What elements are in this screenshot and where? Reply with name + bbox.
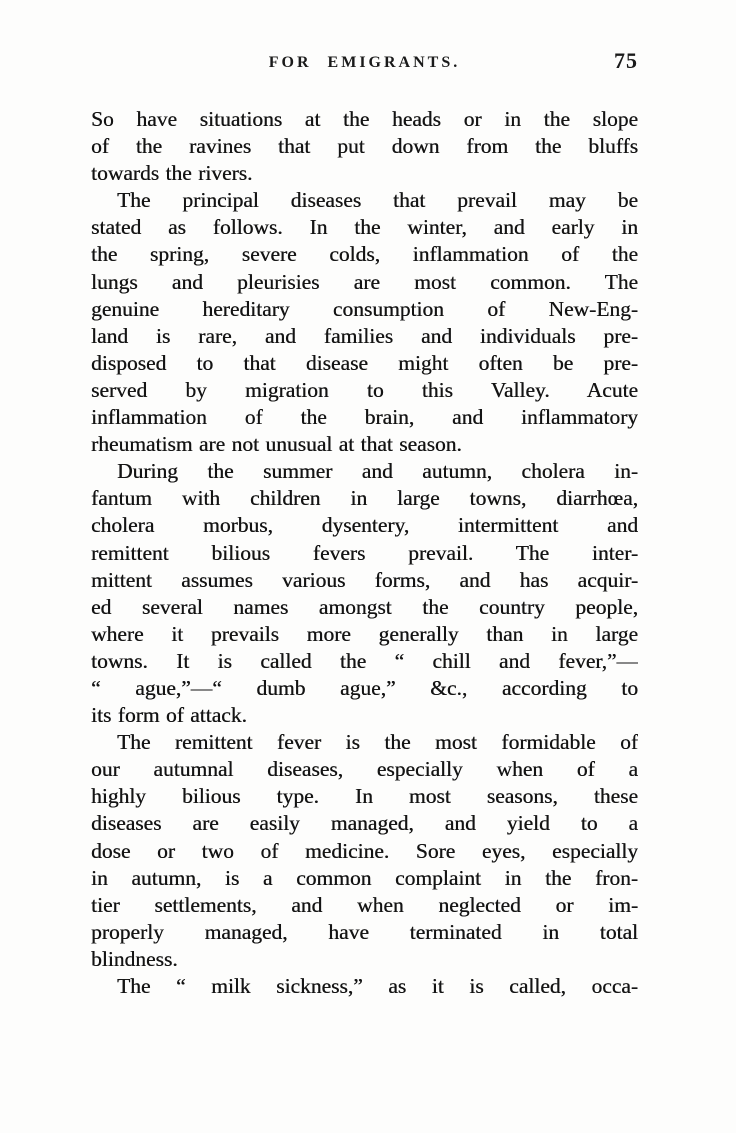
text-line: land is rare, and families and individuals pre- <box>91 323 638 348</box>
paragraph <box>91 973 638 1000</box>
paragraph <box>91 458 638 729</box>
text-block <box>91 106 638 1000</box>
text-line: lungs and pleurisies are most common. The <box>91 269 638 294</box>
text-line: served by migration to this Valley. Acute <box>91 377 638 402</box>
text-line: The principal diseases that prevail may be <box>117 188 638 213</box>
text-line: towns. It is called the “ chill and fever,”— <box>91 648 638 673</box>
text-line: stated as follows. In the winter, and early in <box>91 215 638 240</box>
text-line: highly bilious type. In most seasons, these <box>91 784 638 809</box>
text-line: “ ague,”—“ dumb ague,” &c., according to <box>91 675 638 700</box>
text-line: cholera morbus, dysentery, intermittent and <box>91 513 638 538</box>
paragraph <box>91 106 638 187</box>
text-line: During the summer and autumn, cholera in- <box>117 459 638 484</box>
text-line: mittent assumes various forms, and has acquir- <box>91 567 638 592</box>
text-line: blindness. <box>91 946 178 971</box>
text-line: of the ravines that put down from the bluffs <box>91 134 638 159</box>
text-line: fantum with children in large towns, diarrhœa, <box>91 486 638 511</box>
text-line: rheumatism are not unusual at that season. <box>91 432 462 457</box>
text-line: So have situations at the heads or in the slope <box>91 107 638 131</box>
text-line: remittent bilious fevers prevail. The inter- <box>91 540 638 565</box>
text-line: dose or two of medicine. Sore eyes, especially <box>91 838 638 863</box>
text-line: tier settlements, and when neglected or im- <box>91 892 638 917</box>
paragraph <box>91 187 638 458</box>
paragraph <box>91 729 638 973</box>
text-line: inflammation of the brain, and inflammatory <box>91 405 638 430</box>
text-line: its form of attack. <box>91 703 247 728</box>
text-line: genuine hereditary consumption of New-Eng- <box>91 296 638 321</box>
text-line: properly managed, have terminated in total <box>91 919 638 944</box>
text-line: ed several names amongst the country people, <box>91 594 638 619</box>
text-line: in autumn, is a common complaint in the fron- <box>91 865 638 890</box>
text-line: towards the rivers. <box>91 161 253 186</box>
page-number: 75 <box>614 48 638 73</box>
text-line: the spring, severe colds, inflammation of the <box>91 242 638 267</box>
text-line: The “ milk sickness,” as it is called, occa- <box>117 974 638 998</box>
text-line: where it prevails more generally than in large <box>91 621 638 646</box>
text-line: The remittent fever is the most formidable of <box>117 730 638 755</box>
text-line: diseases are easily managed, and yield to a <box>91 811 638 836</box>
text-line: our autumnal diseases, especially when of a <box>91 757 638 782</box>
text-line: disposed to that disease might often be pre- <box>91 350 638 375</box>
running-header: FOR EMIGRANTS. <box>268 54 461 71</box>
